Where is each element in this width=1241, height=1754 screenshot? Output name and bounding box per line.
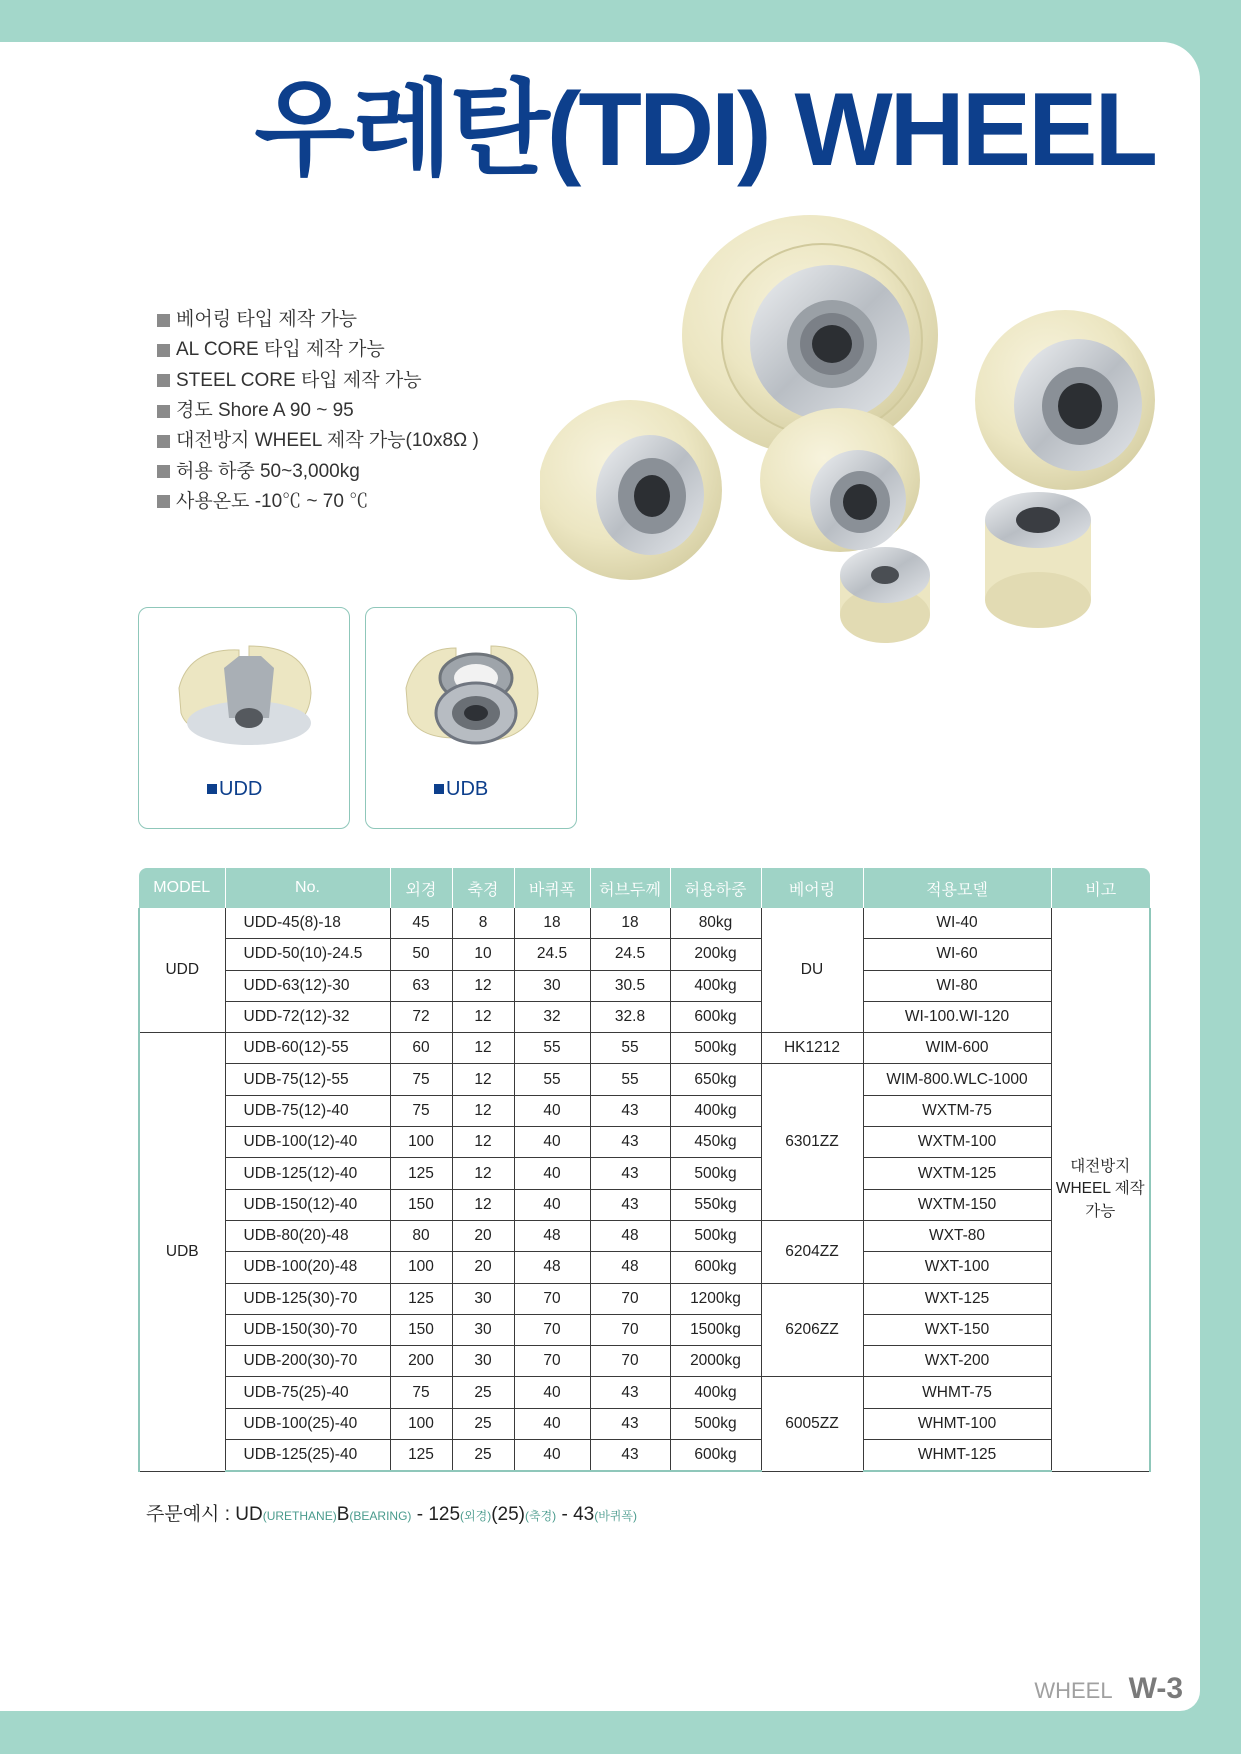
bullet-square-icon bbox=[157, 495, 170, 508]
type-card-udd bbox=[138, 607, 350, 829]
bearing-cell: 6005ZZ bbox=[761, 1377, 863, 1471]
outer-diameter-cell: 150 bbox=[390, 1189, 452, 1220]
table-row bbox=[139, 1408, 1150, 1439]
order-outer-value: 125 bbox=[428, 1504, 461, 1525]
part-number-cell: UDB-80(20)-48 bbox=[225, 1220, 390, 1251]
feature-item bbox=[157, 456, 479, 486]
table-row bbox=[139, 1001, 1150, 1032]
feature-text: 대전방지 WHEEL 제작 가능(10x8Ω ) bbox=[176, 430, 479, 452]
shaft-diameter-cell: 12 bbox=[452, 1189, 514, 1220]
shaft-diameter-cell: 12 bbox=[452, 1033, 514, 1064]
applicable-model-cell: WXT-125 bbox=[863, 1283, 1051, 1314]
column-header: MODEL bbox=[139, 868, 225, 908]
column-header: 베어링 bbox=[761, 868, 863, 908]
part-number-cell: UDB-100(25)-40 bbox=[225, 1408, 390, 1439]
feature-item bbox=[157, 305, 479, 335]
wheel-width-cell: 24.5 bbox=[514, 939, 590, 970]
table-row bbox=[139, 1440, 1150, 1472]
part-number-cell: UDB-200(30)-70 bbox=[225, 1346, 390, 1377]
part-number-cell: UDB-125(25)-40 bbox=[225, 1440, 390, 1472]
left-wheel bbox=[540, 400, 722, 580]
applicable-model-cell: WHMT-100 bbox=[863, 1408, 1051, 1439]
applicable-model-cell: WI-80 bbox=[863, 970, 1051, 1001]
hub-thickness-cell: 43 bbox=[590, 1440, 670, 1472]
order-note-bearing: (BEARING) bbox=[349, 1509, 412, 1523]
wheel-width-cell: 40 bbox=[514, 1377, 590, 1408]
shaft-diameter-cell: 10 bbox=[452, 939, 514, 970]
applicable-model-cell: WIM-600 bbox=[863, 1033, 1051, 1064]
part-number-cell: UDD-50(10)-24.5 bbox=[225, 939, 390, 970]
outer-diameter-cell: 125 bbox=[390, 1440, 452, 1472]
shaft-diameter-cell: 12 bbox=[452, 1158, 514, 1189]
bullet-square-icon bbox=[157, 465, 170, 478]
load-capacity-cell: 400kg bbox=[670, 1095, 761, 1126]
outer-diameter-cell: 200 bbox=[390, 1346, 452, 1377]
feature-text: 경도 Shore A 90 ~ 95 bbox=[176, 400, 354, 422]
load-capacity-cell: 500kg bbox=[670, 1220, 761, 1251]
bearing-cell: DU bbox=[761, 908, 863, 1033]
order-width-value: 43 bbox=[573, 1504, 595, 1525]
outer-diameter-cell: 45 bbox=[390, 908, 452, 939]
hub-thickness-cell: 43 bbox=[590, 1189, 670, 1220]
table-row bbox=[139, 1252, 1150, 1283]
shaft-diameter-cell: 25 bbox=[452, 1440, 514, 1472]
column-header: No. bbox=[225, 868, 390, 908]
model-group-cell: UDD bbox=[139, 908, 225, 1033]
outer-diameter-cell: 75 bbox=[390, 1095, 452, 1126]
load-capacity-cell: 500kg bbox=[670, 1158, 761, 1189]
wheel-width-cell: 40 bbox=[514, 1189, 590, 1220]
wheel-width-cell: 48 bbox=[514, 1252, 590, 1283]
hub-thickness-cell: 32.8 bbox=[590, 1001, 670, 1032]
part-number-cell: UDB-75(25)-40 bbox=[225, 1377, 390, 1408]
table-row bbox=[139, 1346, 1150, 1377]
column-header: 바퀴폭 bbox=[514, 868, 590, 908]
tall-wheel bbox=[985, 492, 1091, 628]
feature-item bbox=[157, 426, 479, 456]
hub-thickness-cell: 55 bbox=[590, 1033, 670, 1064]
feature-text: 허용 하중 50~3,000kg bbox=[176, 460, 360, 482]
outer-diameter-cell: 75 bbox=[390, 1064, 452, 1095]
outer-diameter-cell: 100 bbox=[390, 1127, 452, 1158]
right-wheel bbox=[975, 310, 1155, 490]
table-row bbox=[139, 1127, 1150, 1158]
order-code-ud: UD bbox=[235, 1504, 263, 1525]
applicable-model-cell: WXT-150 bbox=[863, 1314, 1051, 1345]
type-label: UDD bbox=[219, 778, 263, 800]
table-row bbox=[139, 1283, 1150, 1314]
hub-thickness-cell: 43 bbox=[590, 1408, 670, 1439]
load-capacity-cell: 500kg bbox=[670, 1408, 761, 1439]
column-header: 축경 bbox=[452, 868, 514, 908]
spec-table bbox=[138, 868, 1151, 1472]
hub-thickness-cell: 43 bbox=[590, 1127, 670, 1158]
part-number-cell: UDB-100(12)-40 bbox=[225, 1127, 390, 1158]
bearing-wheel-cutaway-icon bbox=[396, 638, 546, 758]
outer-diameter-cell: 50 bbox=[390, 939, 452, 970]
load-capacity-cell: 1500kg bbox=[670, 1314, 761, 1345]
hub-thickness-cell: 48 bbox=[590, 1220, 670, 1251]
shaft-diameter-cell: 30 bbox=[452, 1283, 514, 1314]
load-capacity-cell: 600kg bbox=[670, 1440, 761, 1472]
applicable-model-cell: WXTM-100 bbox=[863, 1127, 1051, 1158]
footer-section-label: WHEEL bbox=[1034, 1678, 1113, 1703]
hub-thickness-cell: 18 bbox=[590, 908, 670, 939]
bullet-square-icon bbox=[157, 435, 170, 448]
part-number-cell: UDB-75(12)-40 bbox=[225, 1095, 390, 1126]
small-wheel bbox=[840, 547, 930, 643]
column-header: 허용하중 bbox=[670, 868, 761, 908]
aluminum-core-wheel-cutaway-icon bbox=[169, 638, 319, 758]
shaft-diameter-cell: 12 bbox=[452, 1095, 514, 1126]
load-capacity-cell: 400kg bbox=[670, 970, 761, 1001]
applicable-model-cell: WXTM-75 bbox=[863, 1095, 1051, 1126]
order-note-outer: (외경) bbox=[460, 1509, 492, 1523]
table-row bbox=[139, 1033, 1150, 1064]
page-number: W-3 bbox=[1128, 1672, 1183, 1705]
table-row bbox=[139, 908, 1150, 939]
bearing-cell: 6206ZZ bbox=[761, 1283, 863, 1377]
outer-diameter-cell: 150 bbox=[390, 1314, 452, 1345]
hub-thickness-cell: 70 bbox=[590, 1283, 670, 1314]
feature-text: STEEL CORE 타입 제작 가능 bbox=[176, 369, 422, 391]
order-example bbox=[146, 1499, 637, 1526]
outer-diameter-cell: 100 bbox=[390, 1408, 452, 1439]
type-caption bbox=[434, 778, 488, 801]
model-group-cell: UDB bbox=[139, 1033, 225, 1472]
type-card-udb bbox=[365, 607, 577, 829]
shaft-diameter-cell: 8 bbox=[452, 908, 514, 939]
bearing-cell: 6301ZZ bbox=[761, 1064, 863, 1220]
wheel-width-cell: 32 bbox=[514, 1001, 590, 1032]
load-capacity-cell: 450kg bbox=[670, 1127, 761, 1158]
bearing-cell: 6204ZZ bbox=[761, 1220, 863, 1283]
middle-wheel bbox=[760, 408, 920, 552]
shaft-diameter-cell: 20 bbox=[452, 1220, 514, 1251]
table-row bbox=[139, 939, 1150, 970]
part-number-cell: UDB-75(12)-55 bbox=[225, 1064, 390, 1095]
load-capacity-cell: 80kg bbox=[670, 908, 761, 939]
part-number-cell: UDD-63(12)-30 bbox=[225, 970, 390, 1001]
feature-item bbox=[157, 396, 479, 426]
wheel-width-cell: 30 bbox=[514, 970, 590, 1001]
wheel-width-cell: 70 bbox=[514, 1283, 590, 1314]
applicable-model-cell: WIM-800.WLC-1000 bbox=[863, 1064, 1051, 1095]
applicable-model-cell: WXT-100 bbox=[863, 1252, 1051, 1283]
order-shaft-value: (25) bbox=[491, 1504, 525, 1525]
bullet-square-icon bbox=[207, 784, 217, 794]
table-row bbox=[139, 1189, 1150, 1220]
wheel-width-cell: 40 bbox=[514, 1440, 590, 1472]
applicable-model-cell: WHMT-125 bbox=[863, 1440, 1051, 1472]
order-note-shaft: (축경) bbox=[525, 1509, 557, 1523]
feature-item bbox=[157, 487, 479, 517]
hub-thickness-cell: 30.5 bbox=[590, 970, 670, 1001]
order-separator: - bbox=[556, 1504, 574, 1525]
outer-diameter-cell: 63 bbox=[390, 970, 452, 1001]
part-number-cell: UDB-150(30)-70 bbox=[225, 1314, 390, 1345]
load-capacity-cell: 600kg bbox=[670, 1001, 761, 1032]
wheel-width-cell: 40 bbox=[514, 1158, 590, 1189]
table-row bbox=[139, 1377, 1150, 1408]
feature-text: AL CORE 타입 제작 가능 bbox=[176, 339, 385, 361]
outer-diameter-cell: 60 bbox=[390, 1033, 452, 1064]
order-separator: - bbox=[411, 1504, 429, 1525]
feature-item bbox=[157, 366, 479, 396]
shaft-diameter-cell: 12 bbox=[452, 1127, 514, 1158]
applicable-model-cell: WI-40 bbox=[863, 908, 1051, 939]
part-number-cell: UDB-125(12)-40 bbox=[225, 1158, 390, 1189]
load-capacity-cell: 500kg bbox=[670, 1033, 761, 1064]
bullet-square-icon bbox=[157, 344, 170, 357]
table-row bbox=[139, 1064, 1150, 1095]
load-capacity-cell: 650kg bbox=[670, 1064, 761, 1095]
outer-diameter-cell: 125 bbox=[390, 1283, 452, 1314]
part-number-cell: UDB-60(12)-55 bbox=[225, 1033, 390, 1064]
hub-thickness-cell: 55 bbox=[590, 1064, 670, 1095]
shaft-diameter-cell: 12 bbox=[452, 970, 514, 1001]
load-capacity-cell: 600kg bbox=[670, 1252, 761, 1283]
page-title: 우레탄(TDI) WHEEL bbox=[254, 72, 1155, 188]
feature-text: 베어링 타입 제작 가능 bbox=[176, 309, 358, 331]
load-capacity-cell: 400kg bbox=[670, 1377, 761, 1408]
shaft-diameter-cell: 25 bbox=[452, 1408, 514, 1439]
type-caption bbox=[207, 778, 262, 801]
column-header: 비고 bbox=[1051, 868, 1150, 908]
order-example-label: 주문예시 : bbox=[146, 1504, 236, 1525]
wheel-width-cell: 40 bbox=[514, 1408, 590, 1439]
wheel-width-cell: 70 bbox=[514, 1314, 590, 1345]
table-row bbox=[139, 1314, 1150, 1345]
wheel-width-cell: 40 bbox=[514, 1127, 590, 1158]
note-cell: 대전방지 WHEEL 제작가능 bbox=[1051, 908, 1150, 1471]
shaft-diameter-cell: 30 bbox=[452, 1346, 514, 1377]
shaft-diameter-cell: 30 bbox=[452, 1314, 514, 1345]
hub-thickness-cell: 43 bbox=[590, 1377, 670, 1408]
hub-thickness-cell: 70 bbox=[590, 1346, 670, 1377]
order-note-urethane: (URETHANE) bbox=[262, 1509, 337, 1523]
outer-diameter-cell: 80 bbox=[390, 1220, 452, 1251]
feature-item bbox=[157, 335, 479, 365]
hub-thickness-cell: 24.5 bbox=[590, 939, 670, 970]
applicable-model-cell: WI-60 bbox=[863, 939, 1051, 970]
part-number-cell: UDB-125(30)-70 bbox=[225, 1283, 390, 1314]
load-capacity-cell: 1200kg bbox=[670, 1283, 761, 1314]
bullet-square-icon bbox=[157, 374, 170, 387]
shaft-diameter-cell: 12 bbox=[452, 1001, 514, 1032]
bullet-square-icon bbox=[157, 405, 170, 418]
table-header-row bbox=[139, 868, 1150, 908]
table-row bbox=[139, 1220, 1150, 1251]
shaft-diameter-cell: 12 bbox=[452, 1064, 514, 1095]
part-number-cell: UDB-150(12)-40 bbox=[225, 1189, 390, 1220]
part-number-cell: UDD-45(8)-18 bbox=[225, 908, 390, 939]
table-row bbox=[139, 1095, 1150, 1126]
applicable-model-cell: WHMT-75 bbox=[863, 1377, 1051, 1408]
applicable-model-cell: WXT-80 bbox=[863, 1220, 1051, 1251]
outer-diameter-cell: 75 bbox=[390, 1377, 452, 1408]
wheel-width-cell: 70 bbox=[514, 1346, 590, 1377]
order-code-b: B bbox=[336, 1504, 350, 1525]
outer-diameter-cell: 72 bbox=[390, 1001, 452, 1032]
shaft-diameter-cell: 20 bbox=[452, 1252, 514, 1283]
hub-thickness-cell: 48 bbox=[590, 1252, 670, 1283]
column-header: 적용모델 bbox=[863, 868, 1051, 908]
applicable-model-cell: WXTM-125 bbox=[863, 1158, 1051, 1189]
table-row bbox=[139, 970, 1150, 1001]
outer-diameter-cell: 125 bbox=[390, 1158, 452, 1189]
page-footer bbox=[1034, 1672, 1183, 1706]
load-capacity-cell: 550kg bbox=[670, 1189, 761, 1220]
table-row bbox=[139, 1158, 1150, 1189]
shaft-diameter-cell: 25 bbox=[452, 1377, 514, 1408]
hub-thickness-cell: 43 bbox=[590, 1158, 670, 1189]
type-label: UDB bbox=[446, 778, 489, 800]
order-note-width: (바퀴폭) bbox=[594, 1509, 637, 1523]
outer-diameter-cell: 100 bbox=[390, 1252, 452, 1283]
column-header: 허브두께 bbox=[590, 868, 670, 908]
applicable-model-cell: WXTM-150 bbox=[863, 1189, 1051, 1220]
hub-thickness-cell: 70 bbox=[590, 1314, 670, 1345]
wheel-width-cell: 55 bbox=[514, 1064, 590, 1095]
feature-list bbox=[157, 305, 479, 517]
part-number-cell: UDB-100(20)-48 bbox=[225, 1252, 390, 1283]
wheel-width-cell: 18 bbox=[514, 908, 590, 939]
bearing-cell: HK1212 bbox=[761, 1033, 863, 1064]
feature-text: 사용온도 -10℃ ~ 70 ℃ bbox=[176, 490, 369, 512]
load-capacity-cell: 2000kg bbox=[670, 1346, 761, 1377]
bullet-square-icon bbox=[157, 314, 170, 327]
column-header: 외경 bbox=[390, 868, 452, 908]
applicable-model-cell: WI-100.WI-120 bbox=[863, 1001, 1051, 1032]
wheel-product-photo bbox=[540, 200, 1170, 660]
part-number-cell: UDD-72(12)-32 bbox=[225, 1001, 390, 1032]
load-capacity-cell: 200kg bbox=[670, 939, 761, 970]
hub-thickness-cell: 43 bbox=[590, 1095, 670, 1126]
wheel-width-cell: 55 bbox=[514, 1033, 590, 1064]
wheel-width-cell: 40 bbox=[514, 1095, 590, 1126]
applicable-model-cell: WXT-200 bbox=[863, 1346, 1051, 1377]
wheel-width-cell: 48 bbox=[514, 1220, 590, 1251]
bullet-square-icon bbox=[434, 784, 444, 794]
